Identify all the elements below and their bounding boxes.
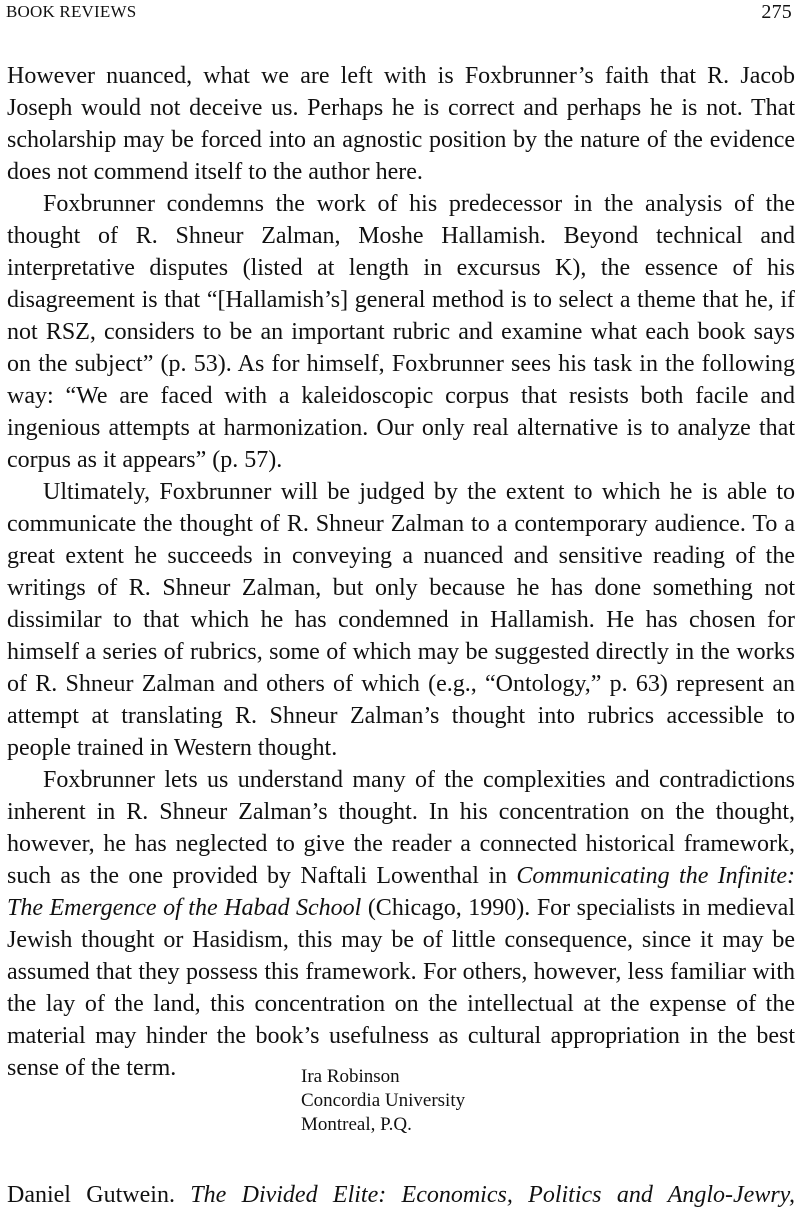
reviewer-signature bbox=[301, 1065, 465, 1137]
paragraph-1: However nuanced, what we are left with is Foxbrunner’s faith that R. Jacob Joseph would not deceive us. Perhaps he is correct and perhaps he is not. That scholarship may be forced into an agnostic position by the nature of the evidence does not commend itself to the author here. bbox=[7, 63, 795, 185]
reviewer-affiliation: Concordia University bbox=[301, 1090, 466, 1111]
reviewer-name: Ira Robinson bbox=[301, 1066, 400, 1087]
next-review-heading bbox=[7, 1180, 795, 1210]
paragraph-4 bbox=[7, 764, 795, 1084]
reviewer-location: Montreal, P.Q. bbox=[301, 1114, 412, 1135]
page-number: 275 bbox=[761, 1, 792, 23]
paragraph-4-text-after: (Chicago, 1990). For specialists in medieval Jewish thought or Hasidism, this may be of little consequence, since it may be assumed that they possess this framework. For others, however, less familiar with the lay of the land, this concentration on the intellectual at the expense of the material may hinder the book’s usefulness as cultural appropriation in the best sense of the term. bbox=[7, 895, 795, 1081]
running-head bbox=[6, 0, 792, 24]
paragraph-2: Foxbrunner condemns the work of his predecessor in the analysis of the thought of R. Shneur Zalman, Moshe Hallamish. Beyond technical and interpretative disputes (listed at length in excursus K), the essence of his disagreement is that “[Hallamish’s] general method is to select a theme that he, if not RSZ, considers to be an important rubric and examine what each book says on the subject” (p. 53). As for himself, Foxbrunner sees his task in the following way: “We are faced with a kaleidoscopic corpus that resists both facile and ingenious attempts at harmonization. Our only real alternative is to analyze that corpus as it appears” (p. 57). bbox=[7, 191, 795, 473]
paragraph-4-text-before: Foxbrunner lets us understand many of the complexities and contradictions inherent in R. Shneur Zalman’s thought. In his concentration on the thought, however, he has neglected to give the reader a connected historical framework, such as the one provided by Naftali Lowenthal in bbox=[7, 767, 795, 889]
next-review-author: Daniel Gutwein. bbox=[7, 1182, 175, 1208]
review-body bbox=[7, 60, 795, 1084]
cited-book-title: Communicating the Infinite: The Emergence of the Habad School bbox=[7, 863, 795, 921]
next-review-title: The Divided Elite: Economics, Politics and Anglo-Jewry, bbox=[190, 1182, 795, 1208]
section-title: BOOK REVIEWS bbox=[6, 2, 137, 21]
paragraph-3: Ultimately, Foxbrunner will be judged by the extent to which he is able to communicate the thought of R. Shneur Zalman to a contemporary audience. To a great extent he succeeds in conveying a nuanced and sensitive reading of the writings of R. Shneur Zalman, but only because he has done something not dissimilar to that which he has condemned in Hallamish. He has chosen for himself a series of rubrics, some of which may be suggested directly in the works of R. Shneur Zalman and others of which (e.g., “Ontology,” p. 63) represent an attempt at translating R. Shneur Zalman’s thought into rubrics accessible to people trained in Western thought. bbox=[7, 479, 795, 761]
